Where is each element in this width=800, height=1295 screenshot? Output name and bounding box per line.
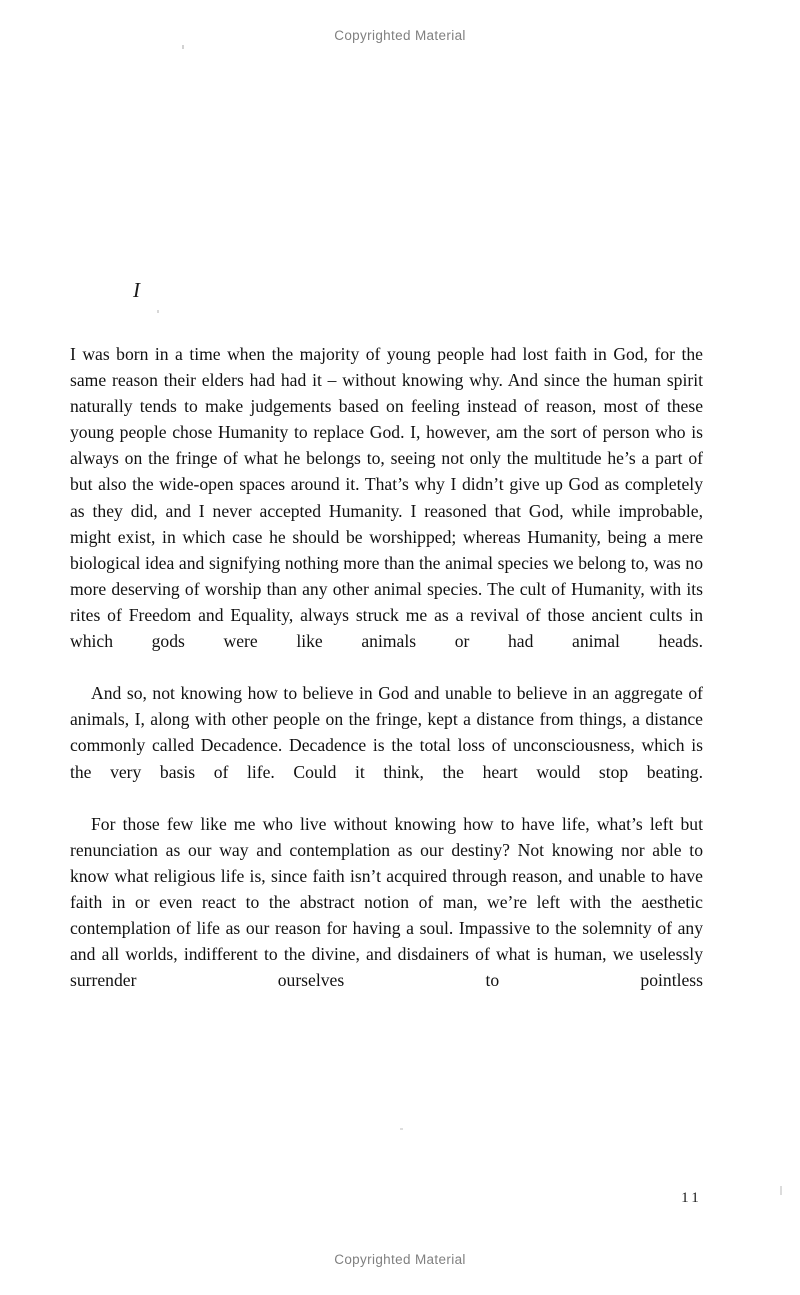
body-text-block (70, 341, 703, 1019)
page-number: 11 (681, 1190, 702, 1206)
paragraph: And so, not knowing how to believe in God and unable to believe in an aggregate of animals, I, along with other people on the fringe, kept a distance from things, a distance commonly called Decadence. Decadence is the total loss of unconsciousness, which is the very basis of life. Could it think, the heart would stop beating. (70, 683, 703, 782)
paragraph: For those few like me who live without knowing how to have life, what’s left but renunciation as our way and contemplation as our destiny? Not knowing nor able to know what religious life is, since faith isn’t acquired through reason, and unable to have faith in or even react to the abstract notion of man, we’re left with the aesthetic contemplation of life as our reason for having a soul. Impassive to the solemnity of any and all worlds, indifferent to the divine, and disdainers of what is human, we uselessly surrender ourselves to pointless (70, 813, 703, 991)
scan-speckle (182, 45, 184, 49)
scan-speckle (780, 1186, 782, 1195)
chapter-number: I (133, 278, 141, 302)
scan-speckle (400, 1128, 403, 1130)
paragraph: I was born in a time when the majority of young people had lost faith in God, for the same reason their elders had had it – without knowing why. And since the human spirit naturally tends to make judgements based on feeling instead of reason, most of these young people chose Humanity to replace God. I, however, am the sort of person who is always on the fringe of what he belongs to, seeing not only the multitude he’s a part of but also the wide-open spaces around it. That’s why I didn’t give up God as completely as they did, and I never accepted Humanity. I reasoned that God, while improbable, might exist, in which case he should be worshipped; whereas Humanity, being a mere biological idea and signifying nothing more than the animal species we belong to, was no more deserving of worship than any other animal species. The cult of Humanity, with its rites of Freedom and Equality, always struck me as a revival of those ancient cults in which gods were like animals or had animal heads. (70, 344, 703, 652)
copyright-watermark-bottom: Copyrighted Material (334, 1252, 466, 1267)
copyright-watermark-top: Copyrighted Material (334, 28, 466, 43)
scan-speckle (157, 310, 159, 313)
